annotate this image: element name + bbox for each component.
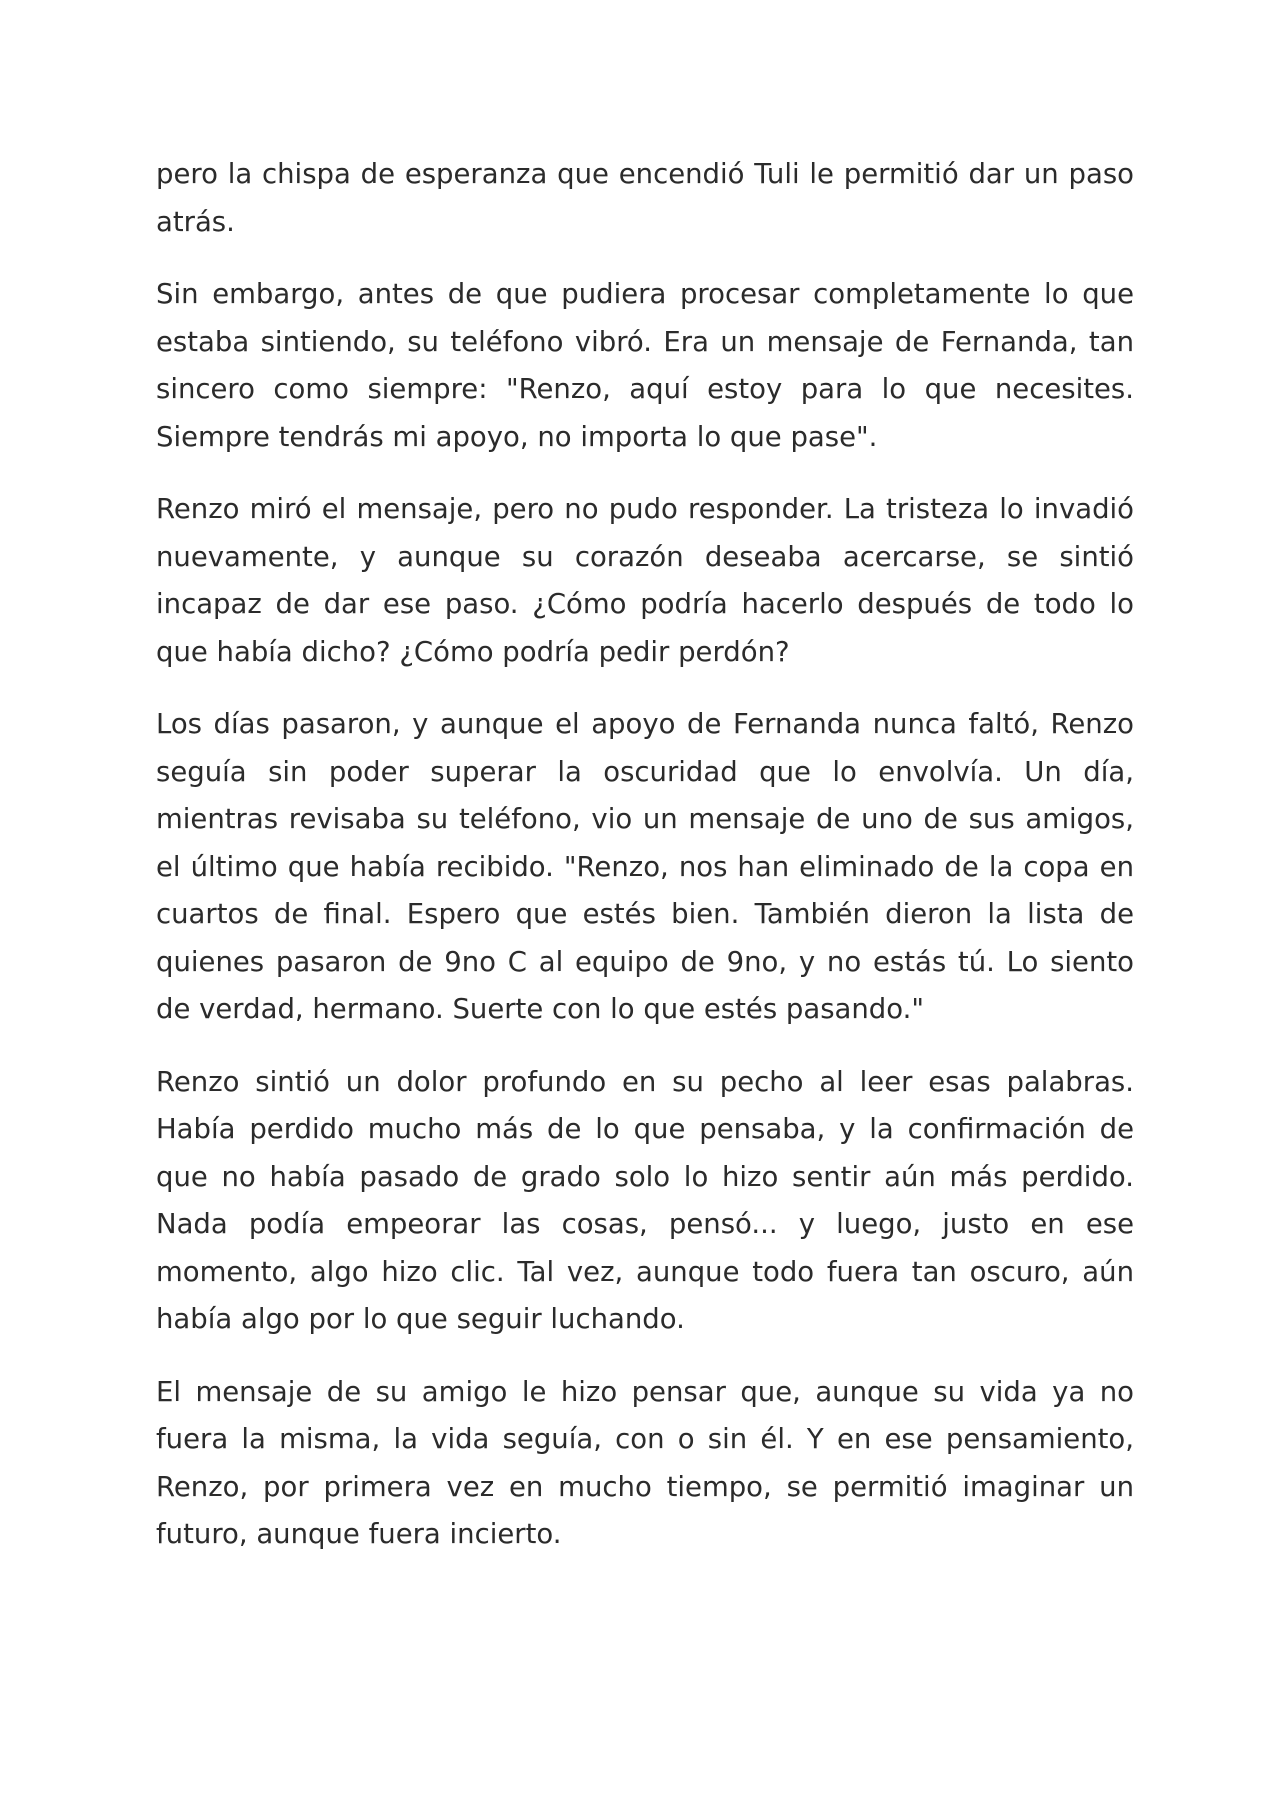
paragraph: El mensaje de su amigo le hizo pensar que, aunque su vida ya no fuera la misma, la vida seguía, con o sin él. Y en ese pensamiento, Renzo, por primera vez en mucho tiempo, se permitió imaginar un futuro, aunque fuera incierto. (156, 1375, 1134, 1550)
paragraph: pero la chispa de esperanza que encendió Tuli le permitió dar un paso atrás. (156, 158, 1134, 238)
paragraph: Sin embargo, antes de que pudiera procesar completamente lo que estaba sintiendo, su teléfono vibró. Era un mensaje de Fernanda, tan sincero como siempre: "Renzo, aquí estoy para lo que necesites. Siempre tendrás mi apoyo, no importa lo que pase". (156, 278, 1134, 453)
paragraph: Renzo miró el mensaje, pero no pudo responder. La tristeza lo invadió nuevamente, y aunque su corazón deseaba acercarse, se sintió incapaz de dar ese paso. ¿Cómo podría hacerlo después de todo lo que había dicho? ¿Cómo podría pedir perdón? (156, 493, 1134, 668)
paragraph: Los días pasaron, y aunque el apoyo de Fernanda nunca faltó, Renzo seguía sin poder superar la oscuridad que lo envolvía. Un día, mientras revisaba su teléfono, vio un mensaje de uno de sus amigos, el último que había recibido. "Renzo, nos han eliminado de la copa en cuartos de final. Espero que estés bien. También dieron la lista de quienes pasaron de 9no C al equipo de 9no, y no estás tú. Lo siento de verdad, hermano. Suerte con lo que estés pasando." (156, 708, 1134, 1025)
document-body (156, 151, 1134, 1584)
paragraph: Renzo sintió un dolor profundo en su pecho al leer esas palabras. Había perdido mucho más de lo que pensaba, y la confirmación de que no había pasado de grado solo lo hizo sentir aún más perdido. Nada podía empeorar las cosas, pensó... y luego, justo en ese momento, algo hizo clic. Tal vez, aunque todo fuera tan oscuro, aún había algo por lo que seguir luchando. (156, 1065, 1134, 1335)
